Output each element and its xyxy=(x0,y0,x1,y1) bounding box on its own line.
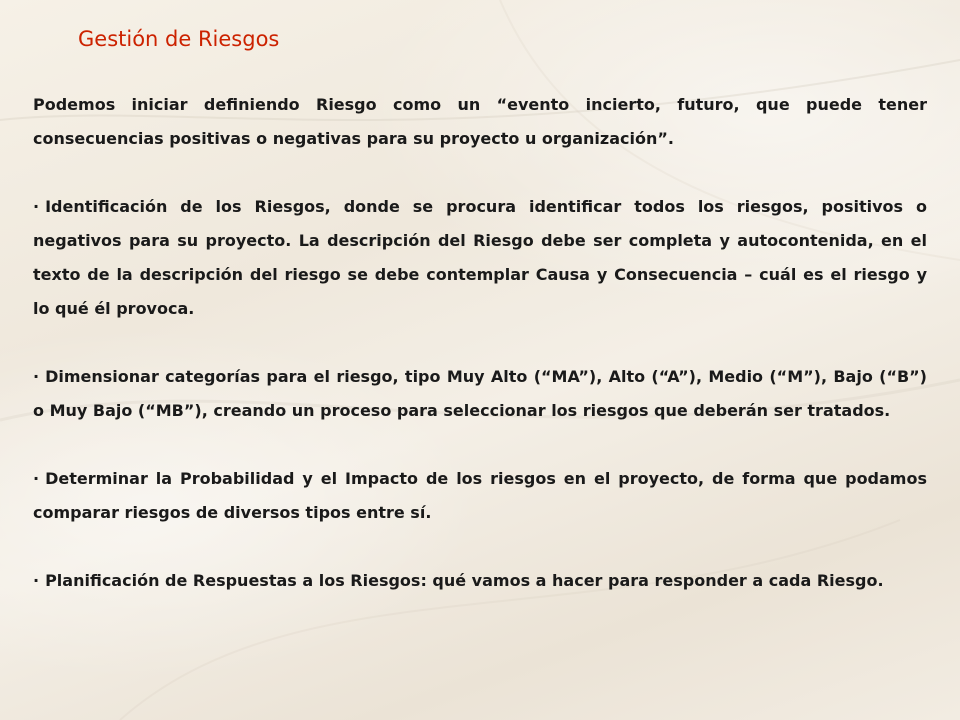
paragraph-text: Podemos iniciar definiendo Riesgo como un “evento incierto, futuro, que puede tener consecuencias positivas o negativas para su proyecto u organización”. xyxy=(33,95,927,148)
bullet-text: Determinar la Probabilidad y el Impacto de los riesgos en el proyecto, de forma que podamos comparar riesgos de diversos tipos entre sí. xyxy=(33,469,927,522)
slide-title: Gestión de Riesgos xyxy=(78,27,280,51)
slide-body xyxy=(33,88,927,632)
bullet-dot-icon: · xyxy=(33,571,40,590)
bullet-planificacion xyxy=(33,564,927,598)
bullet-dot-icon: · xyxy=(33,197,40,216)
bullet-dot-icon: · xyxy=(33,367,40,386)
paragraph-intro xyxy=(33,88,927,156)
bullet-text: Planificación de Respuestas a los Riesgos: qué vamos a hacer para responder a cada Riesgo. xyxy=(45,571,884,590)
bullet-dot-icon: · xyxy=(33,469,40,488)
bullet-text: Dimensionar categorías para el riesgo, tipo Muy Alto (“MA”), Alto (“A”), Medio (“M”), Bajo (“B”) o Muy Bajo (“MB”), creando un proceso para seleccionar los riesgos que deberán ser tratados. xyxy=(33,367,927,420)
bullet-dimensionar xyxy=(33,360,927,428)
bullet-identificacion xyxy=(33,190,927,326)
bullet-text: Identificación de los Riesgos, donde se procura identificar todos los riesgos, positivos o negativos para su proyecto. La descripción del Riesgo debe ser completa y autocontenida, en el texto de la descripción del riesgo se debe contemplar Causa y Consecuencia – cuál es el riesgo y lo qué él provoca. xyxy=(33,197,927,318)
bullet-probabilidad xyxy=(33,462,927,530)
